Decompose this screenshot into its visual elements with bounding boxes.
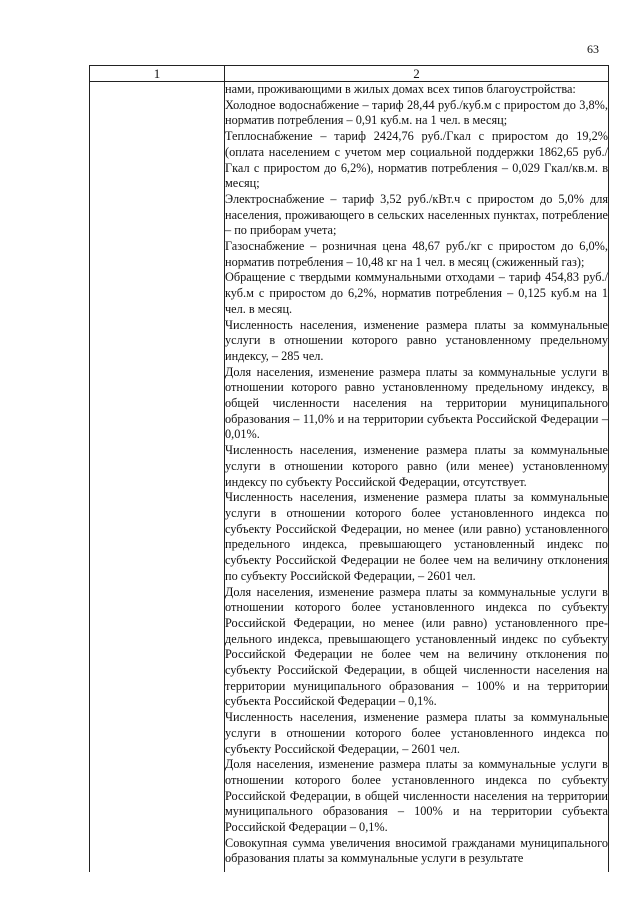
column-header-1: 1 bbox=[90, 66, 225, 82]
document-table bbox=[89, 65, 609, 872]
paragraph: Численность населения, изменение размера платы за коммунальные услуги в отношении которого более установленного индекса по субъекту Российской Федерации, но менее (или равно) установленного предельного индекса, превышающего установленный индекс по субъекту Российской Федерации не более чем на величину отклонения по субъекту Российской Федерации, – 2601 чел. bbox=[225, 490, 608, 583]
text-cell bbox=[225, 82, 609, 873]
paragraph: Газоснабжение – розничная цена 48,67 руб./кг с приростом до 6,0%, норматив потребления – 10,48 кг на 1 чел. в месяц (сжиженный газ); bbox=[225, 239, 608, 269]
paragraph: Численность населения, изменение размера платы за коммунальные услуги в отношении которого более установленного индекса по субъекту Российской Федерации, – 2601 чел. bbox=[225, 710, 608, 756]
paragraph: Доля населения, изменение размера платы за коммунальные услуги в отношении которого более установленного индекса по субъекту Российской Федерации, но менее (или равно) установленного предельного индекса, превышающего установленный индекс по субъекту Российской Федерации не более чем на величину отклонения по субъекту Российской Федерации, в общей численности населения на территории муниципального образования – 100% и на территории субъекта Российской Федерации – 0,1%. bbox=[225, 584, 608, 709]
paragraph: Доля населения, изменение размера платы за коммунальные услуги в отношении которого более установленного индекса по субъекту Российской Федерации, в общей численности населения на территории муниципального образования – 100% и на территории субъекта Российской Федерации – 0,1%. bbox=[225, 757, 608, 835]
paragraph: Численность населения, изменение размера платы за коммунальные услуги в отношении которого равно установленному предельному индексу, – 285 чел. bbox=[225, 317, 608, 363]
column-header-2: 2 bbox=[225, 66, 609, 82]
paragraph: Совокупная сумма увеличения вносимой гражданами муниципального образования платы за коммунальные услуги в результате bbox=[225, 835, 608, 866]
paragraph: Электроснабжение – тариф 3,52 руб./кВт.ч с приростом до 5,0% для населения, проживающего в сельских населенных пунктах, потребление – по приборам учета; bbox=[225, 191, 608, 238]
paragraph: Обращение с твердыми коммунальными отходами – тариф 454,83 руб./куб.м с приростом до 6,2%, норматив потребления – 0,125 куб.м на 1 чел. в месяц. bbox=[225, 270, 608, 316]
empty-cell bbox=[90, 82, 225, 873]
page-number: 63 bbox=[587, 42, 599, 56]
paragraph: Доля населения, изменение размера платы за коммунальные услуги в отношении которого равно установленному предельному индексу, в общей численности населения на территории муниципального образования – 11,0% и на территории субъекта Российской Федерации – 0,01%. bbox=[225, 364, 608, 442]
table-header-row bbox=[90, 66, 609, 82]
table-row bbox=[90, 82, 609, 873]
paragraph: нами, проживающими в жилых домах всех типов благоустройства: bbox=[225, 82, 576, 96]
paragraph: Холодное водоснабжение – тариф 28,44 руб./куб.м с приростом до 3,8%, норматив потребления – 0,91 куб.м. на 1 чел. в месяц; bbox=[225, 97, 608, 128]
paragraph: Численность населения, изменение размера платы за коммунальные услуги в отношении которого равно (или менее) установленному индексу по субъекту Российской Федерации, отсутствует. bbox=[225, 443, 608, 489]
paragraph: Теплоснабжение – тариф 2424,76 руб./Гкал с приростом до 19,2% (оплата населением с учетом мер социальной поддержки 1862,65 руб./Гкал с приростом до 6,2%), норматив потребления – 0,029 Гкал/кв.м. в месяц; bbox=[225, 129, 608, 191]
